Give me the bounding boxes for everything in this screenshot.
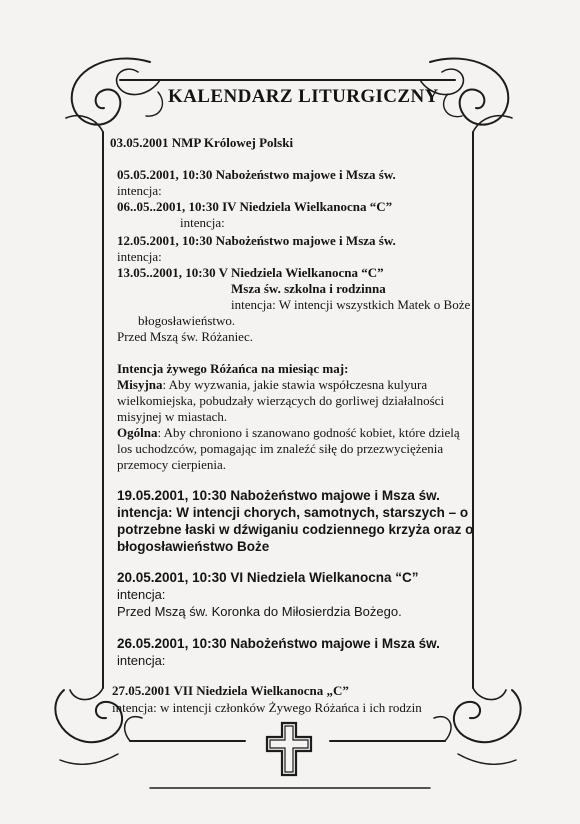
mission-text: wielkomiejska, pobudzały wierzących do gorliwej działalności <box>117 393 445 408</box>
entry-date-line: 27.05.2001 VII Niedziela Wielkanocna „C” <box>112 683 349 698</box>
general-intention <box>117 425 460 440</box>
general-text: los uchodzców, pomagając im znaleźć siłę do przezwyciężenia <box>117 441 444 456</box>
general-text: przemocy cierpienia. <box>117 457 226 472</box>
intention-text: potrzebne łaski w dźwiganiu codziennego krzyża oraz o <box>117 522 474 537</box>
corner-flourish-bottom-right <box>434 688 521 764</box>
rosary-heading: Intencja żywego Różańca na miesiąc maj: <box>117 361 349 376</box>
entry-date-line: 19.05.2001, 10:30 Nabożeństwo majowe i Msza św. <box>117 488 440 503</box>
mission-label: Misyjna <box>117 377 163 392</box>
note-text: Przed Mszą św. Koronka do Miłosierdzia Bożego. <box>117 604 402 619</box>
cross-icon <box>263 721 315 777</box>
intention-label: intencja: <box>117 653 166 668</box>
entry-date-line: 12.05.2001, 10:30 Nabożeństwo majowe i Msza św. <box>117 233 396 248</box>
intention-text: błogosławieństwo Boże <box>117 539 270 554</box>
entry-date-line: 20.05.2001, 10:30 VI Niedziela Wielkanocna “C” <box>117 570 419 585</box>
general-text: : Aby chroniono i szanowano godność kobiet, które dzielą <box>157 425 460 440</box>
mission-text: : Aby wyzwania, jakie stawia współczesna kulyura <box>162 377 428 392</box>
entry-subtitle: Msza św. szkolna i rodzinna <box>231 281 386 296</box>
entry-date-line: 05.05.2001, 10:30 Nabożeństwo majowe i Msza św. <box>117 167 396 182</box>
intention-label: intencja: <box>117 249 162 264</box>
corner-flourish-top-left <box>66 58 162 132</box>
mission-text: misyjnej w miastach. <box>117 409 228 424</box>
page-title: KALENDARZ LITURGICZNY <box>168 86 439 107</box>
general-label: Ogólna <box>117 425 158 440</box>
intention-text: intencja: w intencji członków Żywego Różańca i ich rodzin <box>112 700 422 715</box>
entry-date-line: 06..05..2001, 10:30 IV Niedziela Wielkanocna “C” <box>117 199 393 214</box>
intention-text: intencja: W intencji chorych, samotnych, starszych – o <box>117 505 469 520</box>
intention-text: błogosławieństwo. <box>138 313 236 328</box>
intention-label: intencja: <box>117 587 166 602</box>
intention-label: intencja: <box>180 215 225 230</box>
entry-date-line: 03.05.2001 NMP Królowej Polski <box>110 135 294 150</box>
entry-date-line: 26.05.2001, 10:30 Nabożeństwo majowe i Msza św. <box>117 636 440 651</box>
entry-date-line: 13.05..2001, 10:30 V Niedziela Wielkanocna “C” <box>117 265 384 280</box>
mission-intention <box>117 377 427 392</box>
intention-text: intencja: W intencji wszystkich Matek o Boże <box>231 297 471 312</box>
note-text: Przed Mszą św. Różaniec. <box>117 329 253 344</box>
intention-label: intencja: <box>117 183 162 198</box>
